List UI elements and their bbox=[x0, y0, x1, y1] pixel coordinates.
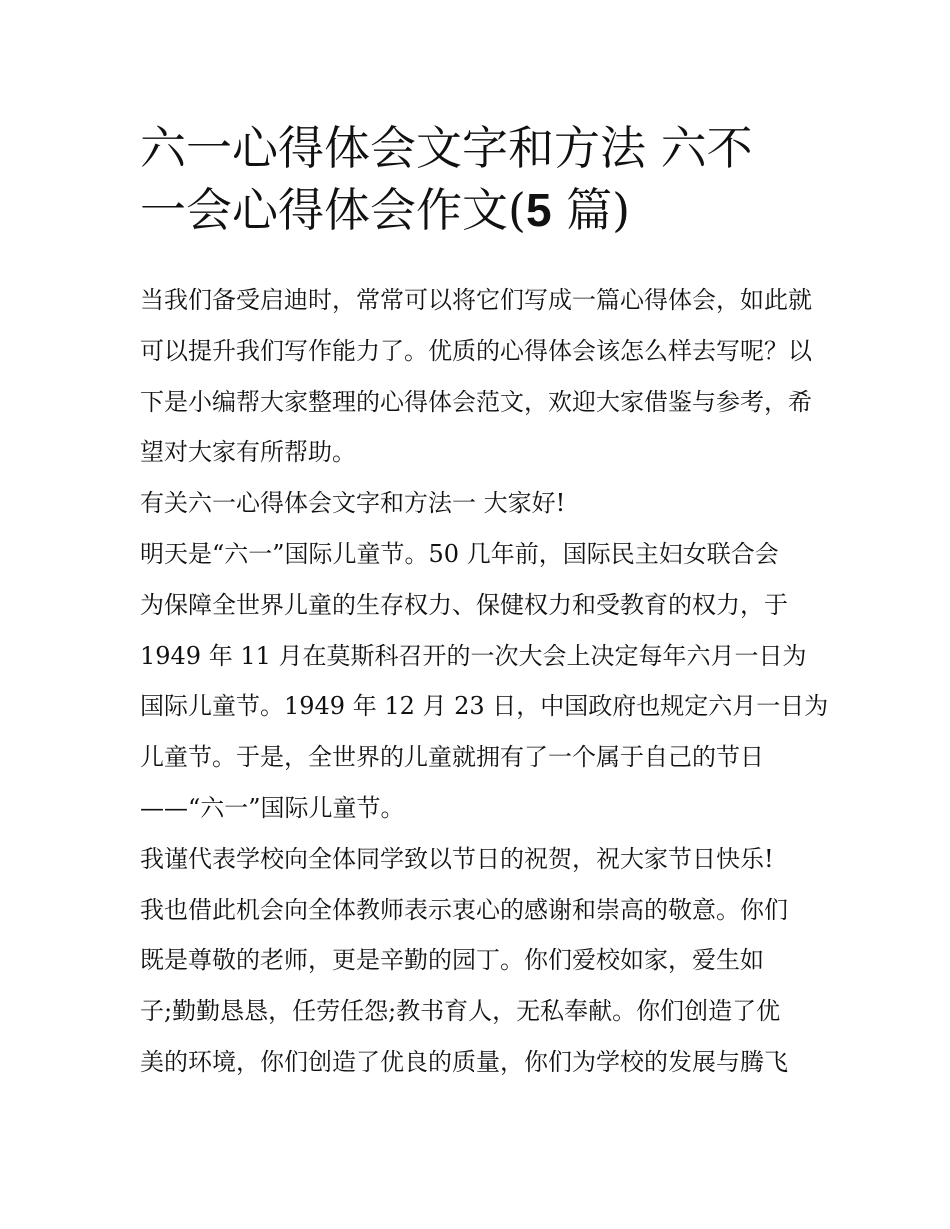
intro-paragraph: 当我们备受启迪时，常常可以将它们写成一篇心得体会，如此就可以提升我们写作能力了。优质的心得体会该怎么样去写呢？以下是小编帮大家整理的心得体会范文，欢迎大家借鉴与参考，希望对大家有所帮助。 bbox=[140, 286, 812, 467]
title-article-count: 5 bbox=[525, 184, 552, 236]
text-line: 我也借此机会向全体教师表示衷心的感谢和崇高的敬意。你们 bbox=[140, 895, 788, 924]
paragraph-childrens-day-history bbox=[140, 529, 829, 834]
text-line: 明天是“六一”国际儿童节。50 几年前，国际民主妇女联合会 bbox=[140, 539, 779, 568]
document-body bbox=[140, 275, 829, 1088]
title-line-1: 六一心得体会文字和方法 六不 bbox=[140, 121, 753, 175]
paragraph-teacher-thanks bbox=[140, 885, 820, 1088]
text-line: 儿童节。于是，全世界的儿童就拥有了一个属于自己的节日 bbox=[140, 743, 764, 772]
title-line-2-suffix: 篇) bbox=[551, 183, 631, 237]
text-line: 美的环境，你们创造了优良的质量，你们为学校的发展与腾飞 bbox=[140, 1047, 788, 1076]
document-title bbox=[140, 117, 820, 241]
text-line: 子;勤勤恳恳，任劳任怨;教书育人，无私奉献。你们创造了优 bbox=[140, 997, 781, 1026]
text-line: 国际儿童节。1949 年 12 月 23 日，中国政府也规定六月一日为 bbox=[140, 692, 829, 721]
paragraph-greeting: 我谨代表学校向全体同学致以节日的祝贺，祝大家节日快乐! bbox=[140, 844, 774, 873]
text-line: ——“六一”国际儿童节。 bbox=[140, 793, 405, 822]
text-line: 为保障全世界儿童的生存权力、保健权力和受教育的权力，于 bbox=[140, 590, 788, 619]
text-line: 1949 年 11 月在莫斯科召开的一次大会上决定每年六月一日为 bbox=[140, 641, 807, 670]
title-line-2-prefix: 一会心得体会作文( bbox=[140, 183, 526, 237]
text-line: 既是尊敬的老师，更是辛勤的园丁。你们爱校如家，爱生如 bbox=[140, 946, 764, 975]
section-heading: 有关六一心得体会文字和方法一 大家好! bbox=[140, 489, 566, 518]
